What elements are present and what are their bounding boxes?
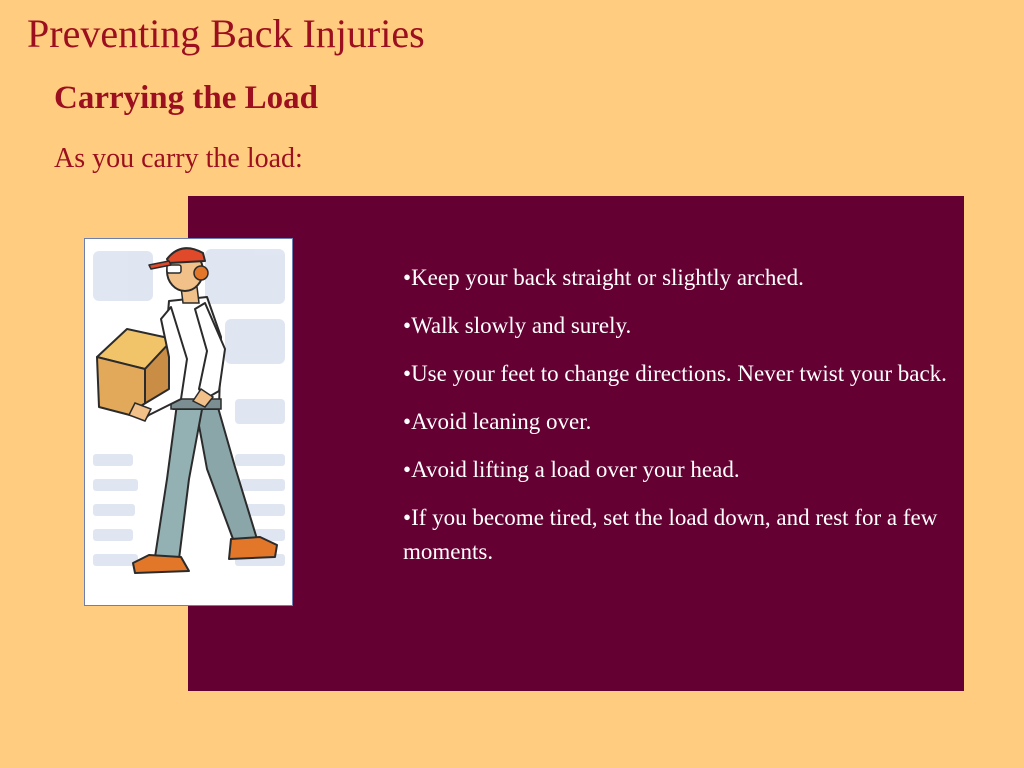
slide-subtitle: Carrying the Load [54,80,318,116]
bullet-marker: • [403,409,412,434]
slide-title: Preventing Back Injuries [27,11,425,56]
bullet-text: Avoid lifting a load over your head. [411,457,740,482]
bullet-marker: • [403,457,412,482]
bullet-marker: • [403,361,412,386]
bullet-item [403,309,958,343]
worker-illustration [84,238,293,606]
worker-carrying-box-icon [85,239,292,605]
bullet-item [403,405,958,439]
bullet-marker: • [403,313,412,338]
bullet-item [403,357,958,391]
bullet-text: Use your feet to change directions. Never twist your back. [411,361,947,386]
bullet-text: Walk slowly and surely. [411,313,632,338]
bullet-item [403,261,958,295]
bullet-item [403,501,958,569]
bullet-list [403,261,958,583]
bullet-marker: • [403,505,412,530]
bullet-marker: • [403,265,412,290]
bullet-text: If you become tired, set the load down, and rest for a few moments. [403,505,938,564]
bullet-text: Keep your back straight or slightly arched. [411,265,804,290]
bullet-text: Avoid leaning over. [411,409,592,434]
bullet-item [403,453,958,487]
slide-intro: As you carry the load: [54,143,303,174]
